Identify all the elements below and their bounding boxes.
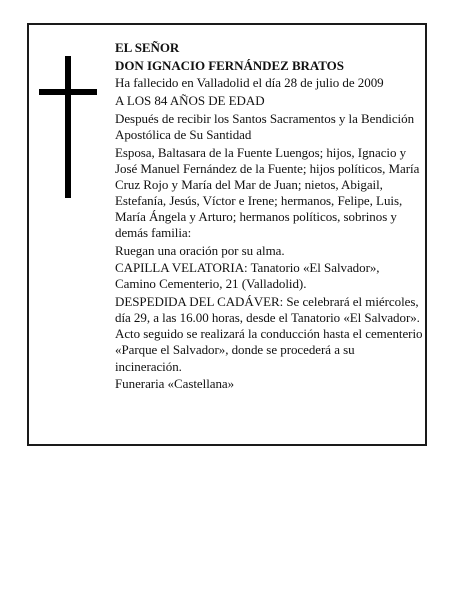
funeral-home: Funeraria «Castellana» bbox=[115, 376, 235, 392]
family-list: Esposa, Baltasara de la Fuente Luengos; hijos, Ignacio y José Manuel Fernández de la Fuente; hijos políticos, María Cruz Rojo y María del Mar de Juan; nietos, Abigail, Estefanía, Jesús, Víctor e Irene; hermanos, Felipe, Luis, María Ángela y Arturo; hermanos políticos, sobrinos y demás familia: bbox=[115, 144, 420, 240]
chapel-info: CAPILLA VELATORIA: Tanatorio «El Salvador», Camino Cementerio, 21 (Valladolid). bbox=[115, 260, 380, 292]
age-line: A LOS 84 AÑOS DE EDAD bbox=[115, 93, 265, 109]
cross-icon bbox=[39, 56, 97, 198]
cross-horizontal-bar bbox=[39, 89, 97, 95]
notice-body bbox=[115, 40, 423, 394]
farewell-info: DESPEDIDA DEL CADÁVER: Se celebrará el miércoles, día 29, a las 16.00 horas, desde el Tanatorio «El Salvador». Acto seguido se realizará la conducción hasta el cementerio «Parque el Salvador», donde se procederá a su incineración. bbox=[115, 294, 423, 374]
heading-title: EL SEÑOR bbox=[115, 40, 180, 55]
prayer-request: Ruegan una oración por su alma. bbox=[115, 242, 285, 258]
deceased-name: DON IGNACIO FERNÁNDEZ BRATOS bbox=[115, 57, 344, 73]
cross-vertical-bar bbox=[65, 56, 71, 198]
death-notice bbox=[27, 23, 427, 446]
death-info: Ha fallecido en Valladolid el día 28 de julio de 2009 bbox=[115, 75, 384, 91]
sacraments-text: Después de recibir los Santos Sacramentos y la Bendición Apostólica de Su Santidad bbox=[115, 110, 415, 142]
